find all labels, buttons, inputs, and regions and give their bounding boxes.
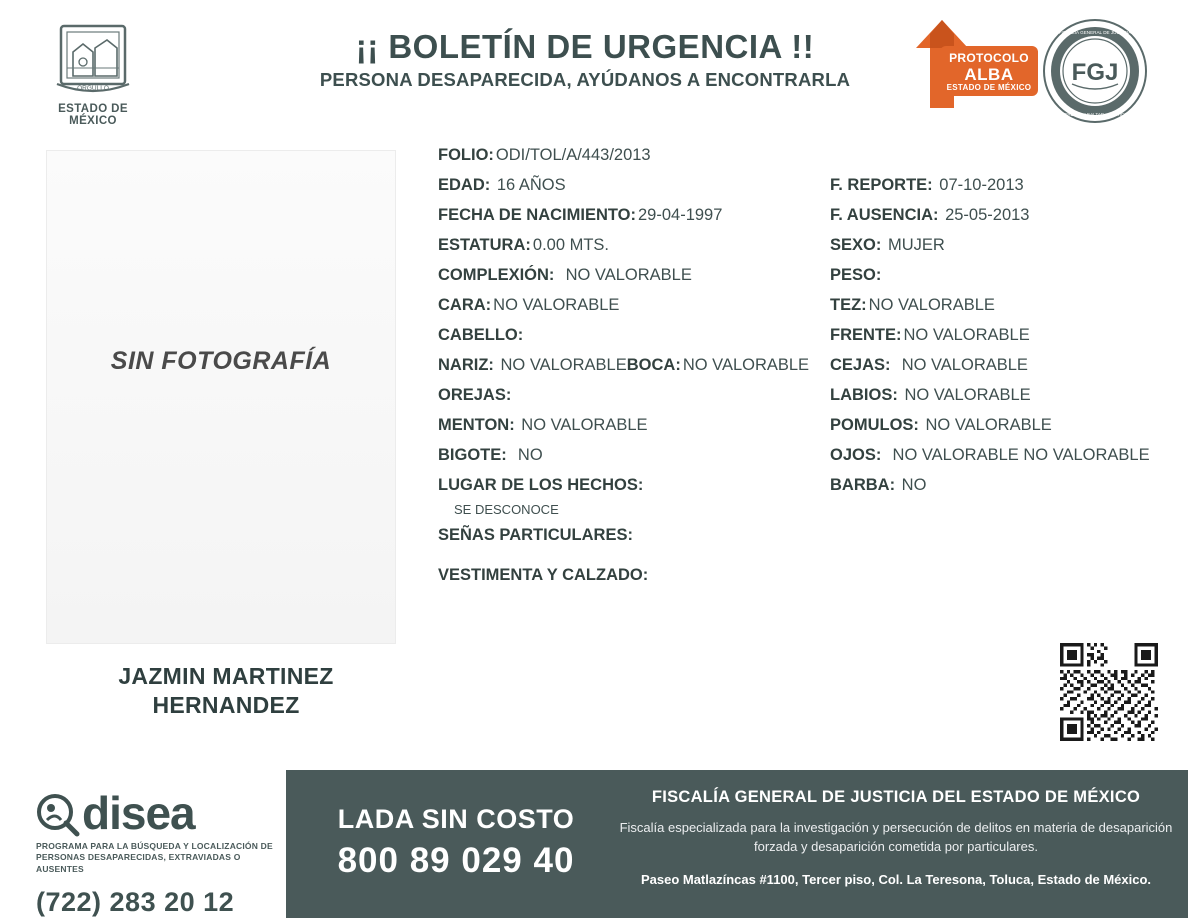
field-sexo-label: SEXO: [830,236,882,254]
disea-wordmark: disea [82,787,195,839]
field-f-reporte-value: 07-10-2013 [939,176,1024,194]
lada-block [306,804,606,881]
field-senas-particulares-value [633,526,635,544]
emblem-label: ESTADO DE MÉXICO [58,103,128,127]
field-frente-label: FRENTE: [830,326,902,344]
field-barba-value: NO [901,476,927,494]
alba-line1: PROTOCOLO [949,51,1029,65]
field-frente [830,320,1188,350]
field-estatura-value: 0.00 MTS. [532,236,610,254]
lada-label: LADA SIN COSTO [337,804,575,834]
person-name: JAZMIN MARTINEZ HERNANDEZ [118,663,334,718]
disea-phone: (722) 283 20 12 [36,887,235,918]
disea-subtitle: PROGRAMA PARA LA BÚSQUEDA Y LOCALIZACIÓN DE PERSONAS DESAPARECIDAS, EXTRAVIADAS O AUSENTES [36,841,273,874]
field-f-ausencia-value: 25-05-2013 [945,206,1030,224]
field-orejas [438,380,830,410]
field-peso-label: PESO: [830,266,882,284]
field-ojos-label: OJOS: [830,446,882,464]
field-f-ausencia [830,200,1188,230]
field-sexo [830,230,1188,260]
field-labios-label: LABIOS: [830,386,898,404]
page-subtitle: PERSONA DESAPARECIDA, AYÚDANOS A ENCONTRARLA [319,68,851,90]
header [0,0,1188,125]
data-column-left [438,140,830,590]
field-nariz-value: NO VALORABLE [500,356,627,374]
field-labios [830,380,1188,410]
field-boca-label: BOCA: [626,356,681,374]
field-frente-value: NO VALORABLE [903,326,1030,344]
field-cabello-label: CABELLO: [438,326,524,344]
field-folio-value: ODI/TOL/A/443/2013 [495,146,651,164]
field-fecha-nacimiento-value: 29-04-1997 [638,206,723,224]
field-lugar-hechos-label: LUGAR DE LOS HECHOS: [438,476,644,494]
field-senas-particulares [438,520,830,560]
field-barba [830,470,1188,500]
field-pomulos-label: POMULOS: [830,416,919,434]
field-cabello [438,320,830,350]
field-tez-label: TEZ: [830,296,867,314]
alba-pill [940,46,1038,96]
estado-de-mexico-emblem [38,18,148,127]
title-block [260,30,910,91]
svg-text:VERDAD · LEALTAD · JUSTICIA: VERDAD · LEALTAD · JUSTICIA [1061,112,1129,117]
field-estatura-label: ESTATURA: [438,236,531,254]
field-f-reporte [830,170,1188,200]
alba-line3: ESTADO DE MÉXICO [946,83,1032,92]
protocolo-alba-logo [912,18,1040,113]
fgj-seal-icon [1042,18,1148,124]
field-boca-value: NO VALORABLE [682,356,810,374]
field-cejas-value: NO VALORABLE [901,356,1028,374]
field-menton-label: MENTON: [438,416,515,434]
field-barba-label: BARBA: [830,476,896,494]
footer [0,770,1188,918]
field-vestimenta [438,560,830,590]
field-peso [830,260,1188,290]
field-cara [438,290,830,320]
field-tez-value: NO VALORABLE [868,296,995,314]
fiscalia-description: Fiscalía especializada para la investigación y persecución de delitos en materia de desaparición forzada y desaparición cometida por particulares. [619,820,1173,854]
disea-logo [36,787,286,839]
photo-placeholder-text: SIN FOTOGRAFÍA [110,347,332,375]
svg-text:FGJ: FGJ [1071,59,1119,86]
field-lugar-hechos-value: SE DESCONOCE [454,502,559,517]
field-tez [830,290,1188,320]
field-vestimenta-label: VESTIMENTA Y CALZADO: [438,566,649,584]
photo-placeholder [46,150,396,644]
field-f-reporte-label: F. REPORTE: [830,176,933,194]
field-cara-label: CARA: [438,296,492,314]
field-senas-particulares-label: SEÑAS PARTICULARES: [438,526,633,544]
field-menton-value: NO VALORABLE [521,416,648,434]
field-pomulos-value: NO VALORABLE [925,416,1052,434]
field-cejas-label: CEJAS: [830,356,891,374]
field-nariz-boca [438,350,830,380]
field-cejas [830,350,1188,380]
fiscalia-address: Paseo Matlazíncas #1100, Tercer piso, Col. La Teresona, Toluca, Estado de México. [640,871,1152,887]
field-edad-label: EDAD: [438,176,491,194]
alba-line2: ALBA [964,65,1014,84]
field-lugar-hechos [438,470,830,500]
field-fecha-nacimiento [438,200,830,230]
svg-text:ORGULLO: ORGULLO [77,85,109,92]
field-vestimenta-value [648,566,650,584]
field-complexion-label: COMPLEXIÓN: [438,266,555,284]
field-complexion-value: NO VALORABLE [565,266,692,284]
field-bigote-value: NO [517,446,543,464]
field-f-ausencia-label: F. AUSENCIA: [830,206,939,224]
field-cara-value: NO VALORABLE [493,296,620,314]
field-peso-value [881,266,883,284]
field-edad [438,170,830,200]
disea-magnifier-icon [36,793,80,837]
field-estatura [438,230,830,260]
field-complexion [438,260,830,290]
field-fecha-nacimiento-label: FECHA DE NACIMIENTO: [438,206,636,224]
coat-of-arms-icon [53,18,133,100]
disea-block [36,787,286,918]
field-nariz-label: NARIZ: [438,356,494,374]
field-pomulos [830,410,1188,440]
field-ojos [830,440,1188,470]
field-sexo-value: MUJER [887,236,945,254]
fiscalia-title: FISCALÍA GENERAL DE JUSTICIA DEL ESTADO DE MÉXICO [651,788,1141,806]
field-bigote [438,440,830,470]
field-ojos-value: NO VALORABLE NO VALORABLE [892,446,1150,464]
field-folio [438,140,830,170]
data-column-right [830,170,1188,500]
field-orejas-value [511,386,513,404]
lada-number: 800 89 029 40 [337,841,575,880]
field-labios-value: NO VALORABLE [904,386,1031,404]
field-menton [438,410,830,440]
field-orejas-label: OREJAS: [438,386,512,404]
field-edad-value: 16 AÑOS [496,176,566,194]
field-folio-label: FOLIO: [438,146,494,164]
qr-code [1060,643,1158,741]
svg-text:FISCALÍA GENERAL DE JUSTICIA: FISCALÍA GENERAL DE JUSTICIA [1058,30,1132,35]
footer-bar [286,770,1188,918]
fiscalia-block [616,788,1176,890]
field-cabello-value [523,326,525,344]
page-title: ¡¡ BOLETÍN DE URGENCIA !! [355,28,815,65]
field-bigote-label: BIGOTE: [438,446,507,464]
